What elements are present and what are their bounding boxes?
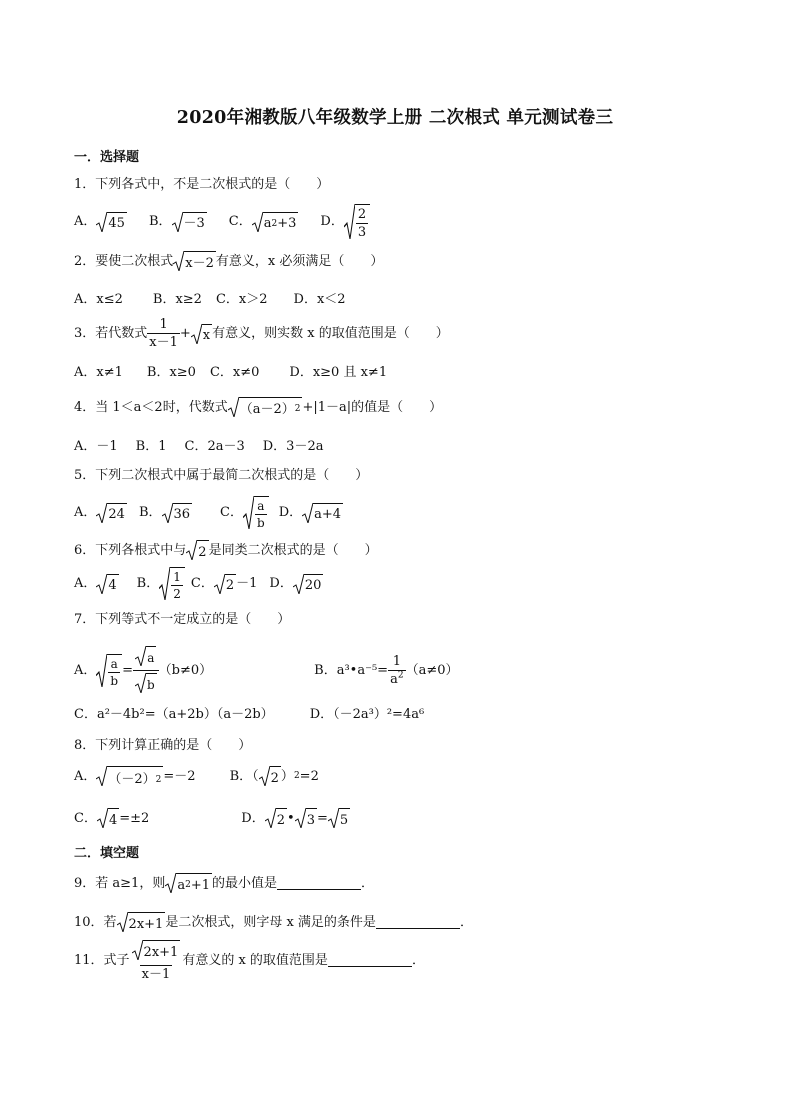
page-title: 2020年湘教版八年级数学上册 二次根式 单元测试卷三 xyxy=(176,108,614,128)
q10-radical: 2x+1 xyxy=(117,912,166,932)
question-8-options-ab: A． （－2） 2 =－2 B．（ 2 ） 2 =2 xyxy=(74,766,319,786)
q10-answer-blank[interactable] xyxy=(376,916,460,929)
question-11: 11．式子 2x+1 x－1 有意义的 x 的取值范围是 ． xyxy=(74,940,425,981)
q5-option-b-radical: 36 xyxy=(162,503,193,523)
question-4-stem: 4．当 1＜a＜2时，代数式 （a－2） 2 +|1－a|的值是（ ） xyxy=(74,397,442,417)
question-10: 10．若 2x+1 是二次根式，则字母 x 满足的条件是 ． xyxy=(74,912,473,932)
q1-option-d-radical: 2 3 xyxy=(344,204,370,239)
q9-radical: a 2 +1 xyxy=(165,873,212,893)
q2-option-d: D．x＜2 xyxy=(293,292,346,307)
question-6-options: A． 4 B． 1 2 C． 2 －1 D． 20 xyxy=(74,567,323,600)
q3-radical: x xyxy=(191,324,212,344)
question-7-stem: 7．下列等式不一定成立的是（ ） xyxy=(74,612,291,627)
question-7-options-cd xyxy=(74,708,424,721)
q1-option-c-radical: a 2 +3 xyxy=(252,212,299,232)
question-2-stem: 2．要使二次根式 x－2 有意义，x 必须满足（ ） xyxy=(74,251,383,271)
q1-option-c-label: C． xyxy=(228,214,252,229)
q2-option-c: C．x＞2 xyxy=(215,292,268,307)
q3-option-b: B．x≥0 xyxy=(146,365,196,380)
q4-option-c: C．2a－3 xyxy=(184,439,245,454)
q5-option-b-label: B． xyxy=(138,505,162,520)
q1-option-d-label: D． xyxy=(320,214,344,229)
question-7-options-ab: A． a b = $\frac{a}{b}$ （b≠0） B．a³•a⁻⁵= $\frac{1}{a^2}$ （a≠0） xyxy=(74,646,459,695)
q1-option-b-radical: －3 xyxy=(172,212,207,232)
q6-option-c-label: C． xyxy=(190,576,214,591)
q8-option-c-label: C． xyxy=(74,810,97,826)
q2-option-a: A．x≤2 xyxy=(74,292,123,307)
q6-option-d-label: D． xyxy=(269,576,293,591)
q6-option-a-label: A． xyxy=(74,576,97,591)
question-6-stem: 6．下列各根式中与 2 是同类二次根式的是（ ） xyxy=(74,540,378,560)
question-1-stem: 1．下列各式中，不是二次根式的是（ ） xyxy=(74,177,330,192)
q5-option-a-label: A． xyxy=(74,505,97,520)
q5-option-c-radical: a b xyxy=(243,496,269,529)
q5-option-c-label: C． xyxy=(220,505,243,520)
question-8-options-cd: C． 4 =±2 D． 2 • 3 = 5 xyxy=(74,808,350,828)
q2-radical: x－2 xyxy=(173,251,216,271)
question-3-stem: 3．若代数式 1 x－1 + x 有意义，则实数 x 的取值范围是（ ） xyxy=(74,317,449,350)
q1-option-a-radical: 45 xyxy=(96,212,127,232)
q4-option-d: D．3－2a xyxy=(262,439,324,454)
q9-answer-blank[interactable] xyxy=(277,877,361,890)
question-5-options xyxy=(74,496,343,529)
q3-option-d: D．x≥0 且 x≠1 xyxy=(289,365,388,380)
question-4-options xyxy=(74,440,323,453)
question-1-options xyxy=(74,204,370,239)
question-2-options xyxy=(74,293,346,306)
section-heading-fill: 二．填空题 xyxy=(74,846,140,861)
q3-option-c: C．x≠0 xyxy=(209,365,260,380)
q11-answer-blank[interactable] xyxy=(328,954,412,967)
q5-option-a-radical: 24 xyxy=(96,503,127,523)
q6-radical: 2 xyxy=(186,540,208,560)
q8-option-a-label: A． xyxy=(74,768,97,784)
q8-option-b-radical: 2 xyxy=(259,766,281,786)
question-9: 9．若 a≥1，则 a 2 +1 的最小值是 ． xyxy=(74,873,374,893)
q8-option-c-radical: 4 xyxy=(97,808,119,828)
q7-option-d: D．（－2a³）²=4a⁶ xyxy=(309,707,425,722)
q8-option-d-label: D． xyxy=(241,810,265,826)
q5-option-d-radical: a+4 xyxy=(302,503,343,523)
q7-option-a-radical: a b xyxy=(96,654,122,687)
q4-radical: （a－2） 2 xyxy=(228,397,303,417)
q6-option-b-radical: 1 2 xyxy=(159,567,185,600)
question-5-stem: 5．下列二次根式中属于最简二次根式的是（ ） xyxy=(74,468,369,483)
question-8-stem: 8．下列计算正确的是（ ） xyxy=(74,738,252,753)
q8-option-a-radical: （－2） 2 xyxy=(96,766,163,786)
q6-option-d-radical: 20 xyxy=(293,574,324,594)
q7-option-b-label: B．a³•a⁻⁵= xyxy=(314,663,389,678)
question-3-options xyxy=(74,366,387,379)
q7-option-a-rhs: $\frac{a}{b}$ xyxy=(133,646,159,695)
q3-option-a: A．x≠1 xyxy=(74,365,123,380)
q7-option-c: C．a²－4b²=（a+2b）（a－2b） xyxy=(74,707,274,722)
q4-option-a: A．－1 xyxy=(74,439,118,454)
q4-option-b: B．1 xyxy=(135,439,167,454)
q11-fraction: 2x+1 x－1 xyxy=(130,940,183,981)
q6-option-b-label: B． xyxy=(136,576,160,591)
q7-option-a-label: A． xyxy=(74,663,97,678)
q6-option-c-radical: 2 xyxy=(214,574,236,594)
q5-option-d-label: D． xyxy=(278,505,303,520)
q1-option-a-label: A． xyxy=(74,214,97,229)
q3-fraction: 1 x－1 xyxy=(149,317,178,350)
q6-option-a-radical: 4 xyxy=(96,574,118,594)
q1-option-b-label: B． xyxy=(148,214,172,229)
q7-option-b-fraction: $\frac{1}{a^2}$ xyxy=(390,654,404,687)
section-heading-choice: 一．选择题 xyxy=(74,150,140,165)
q8-option-b-label: B．（ xyxy=(229,768,259,784)
q2-option-b: B．x≥2 xyxy=(152,292,202,307)
